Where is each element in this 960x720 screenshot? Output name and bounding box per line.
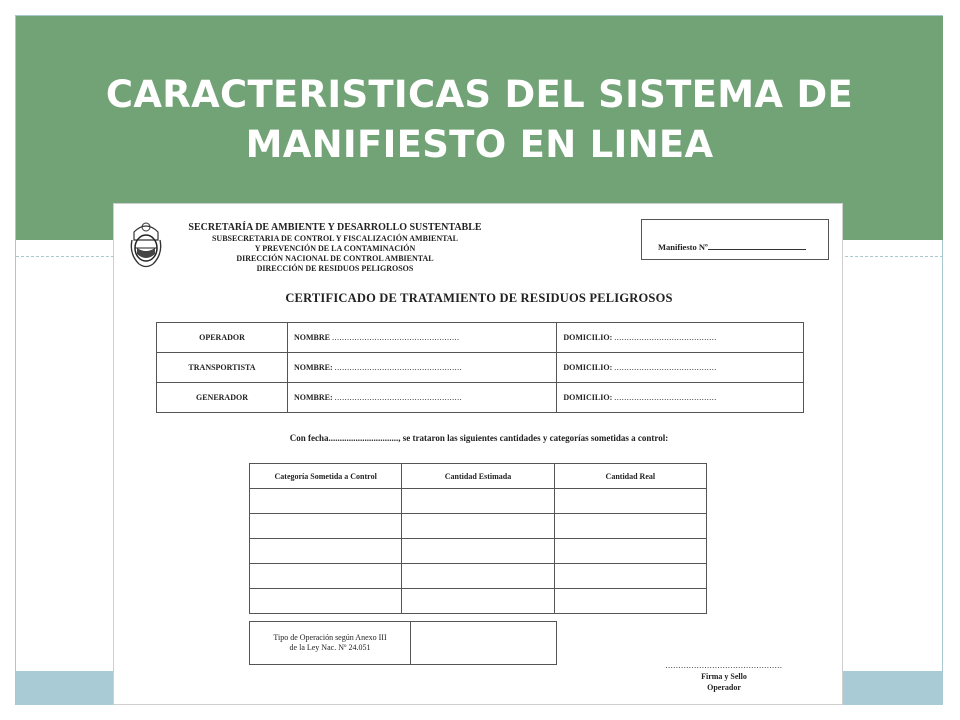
column-header: Cantidad Estimada (402, 464, 554, 489)
manifest-label: Manifiesto Nº (658, 242, 708, 252)
table-row (250, 539, 707, 564)
operation-type-label (250, 622, 411, 665)
fill-dots: ......................................... (614, 393, 717, 402)
certificate-title: CERTIFICADO DE TRATAMIENTO DE RESIDUOS PELIGROSOS (285, 291, 673, 305)
empty-cell (402, 489, 554, 514)
table-row (250, 489, 707, 514)
signature-block (634, 660, 814, 693)
agency-line: Y PREVENCIÓN DE LA CONTAMINACIÓN (254, 244, 416, 253)
fill-dots: ......................................... (614, 333, 717, 342)
party-name-cell (288, 383, 557, 413)
table-row (157, 353, 804, 383)
slide-title-line-1: CARACTERISTICAS DEL SISTEMA DE (105, 73, 854, 116)
party-name-label: NOMBRE: (294, 363, 333, 372)
quantities-table (249, 463, 707, 614)
party-address-label: DOMICILIO: (563, 393, 613, 402)
party-role: TRANSPORTISTA (157, 353, 288, 383)
column-header: Cantidad Real (554, 464, 706, 489)
operation-type-table (249, 621, 557, 665)
table-row (250, 564, 707, 589)
agency-line: SECRETARÍA DE AMBIENTE Y DESARROLLO SUSTENTABLE (188, 222, 482, 233)
empty-cell (554, 589, 706, 614)
empty-cell (554, 514, 706, 539)
agency-line: DIRECCIÓN DE RESIDUOS PELIGROSOS (256, 264, 414, 273)
party-address-label: DOMICILIO: (563, 363, 613, 372)
signature-label: Firma y Sello (701, 672, 747, 681)
empty-cell (402, 539, 554, 564)
manifest-number-box (641, 219, 829, 260)
operation-label-line: Tipo de Operación según Anexo III (273, 633, 387, 642)
certificate-document-image (113, 203, 843, 705)
signature-line: ............................................. (665, 661, 783, 670)
empty-cell (250, 564, 402, 589)
empty-cell (402, 589, 554, 614)
empty-cell (554, 489, 706, 514)
party-role: GENERADOR (157, 383, 288, 413)
party-address-cell (557, 383, 804, 413)
table-row (250, 622, 557, 665)
party-name-cell (288, 353, 557, 383)
agency-line: DIRECCIÓN NACIONAL DE CONTROL AMBIENTAL (236, 254, 434, 263)
empty-cell (554, 564, 706, 589)
operation-label-line: de la Ley Nac. Nº 24.051 (289, 643, 371, 652)
column-header: Categoría Sometida a Control (250, 464, 402, 489)
party-address-cell (557, 353, 804, 383)
party-address-label: DOMICILIO: (563, 333, 613, 342)
parties-table (156, 322, 804, 413)
agency-header (180, 221, 490, 274)
fill-dots: ................................................... (332, 333, 460, 342)
empty-cell (250, 589, 402, 614)
date-statement: Con fecha..............................., se trataron las siguientes cantidades y categorías sometidas a control: (289, 433, 669, 443)
manifest-number-blank (708, 240, 806, 250)
signature-role: Operador (707, 683, 741, 692)
fill-dots: ................................................... (334, 363, 463, 372)
agency-line: SUBSECRETARIA DE CONTROL Y FISCALIZACIÓN AMBIENTAL (211, 234, 459, 243)
fill-dots: ................................................... (334, 393, 463, 402)
fill-dots: ......................................... (614, 363, 717, 372)
empty-cell (554, 539, 706, 564)
empty-cell (250, 539, 402, 564)
slide-title (16, 70, 943, 170)
empty-cell (402, 564, 554, 589)
table-header-row (250, 464, 707, 489)
empty-cell (250, 514, 402, 539)
empty-cell (411, 622, 557, 665)
argentina-coat-of-arms-icon (129, 218, 163, 270)
party-address-cell (557, 323, 804, 353)
table-row (157, 323, 804, 353)
party-name-cell (288, 323, 557, 353)
table-row (157, 383, 804, 413)
party-name-label: NOMBRE: (294, 393, 333, 402)
party-name-label: NOMBRE (294, 333, 330, 342)
table-row (250, 589, 707, 614)
empty-cell (250, 489, 402, 514)
table-row (250, 514, 707, 539)
slide-title-line-2: MANIFIESTO EN LINEA (245, 123, 714, 166)
party-role: OPERADOR (157, 323, 288, 353)
empty-cell (402, 514, 554, 539)
